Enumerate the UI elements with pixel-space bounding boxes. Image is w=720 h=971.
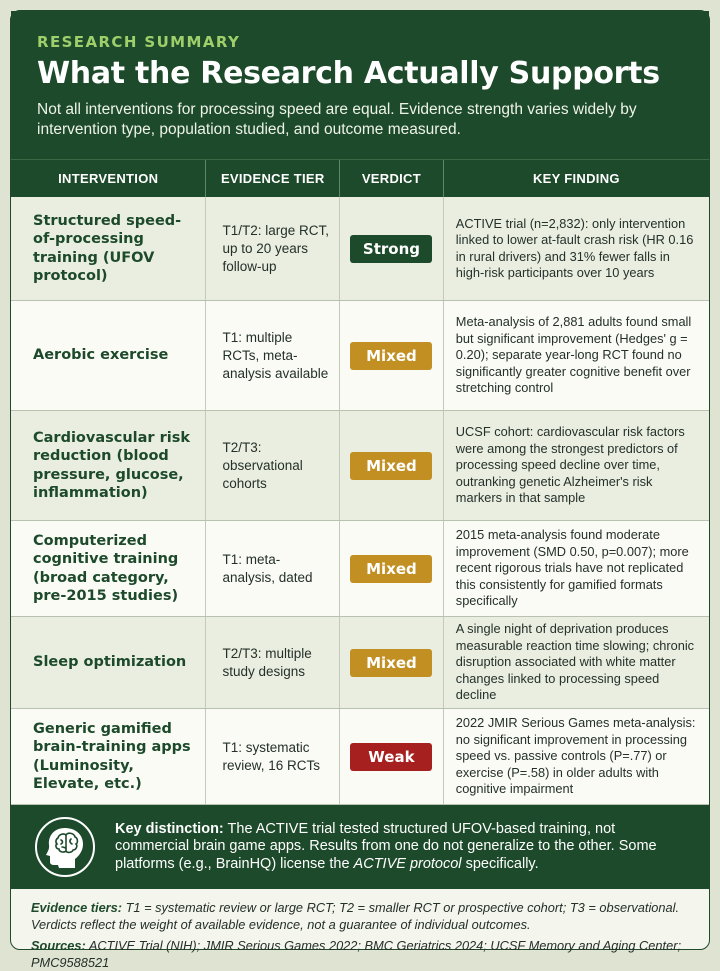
column-header-evidence-tier: EVIDENCE TIER [206, 160, 340, 197]
evidence-tiers-label: Evidence tiers: [31, 900, 123, 915]
key-finding: ACTIVE trial (n=2,832): only intervention linked to lower at-fault crash risk (HR 0.16 in rural drivers) and 31% fewer falls in high-risk participants over 10 years [455, 215, 694, 280]
key-finding: UCSF cohort: cardiovascular risk factors were among the strongest predictors of processing speed decline over time, outranking genetic Alzheimer's risk markers in that sample [455, 424, 685, 506]
callout-tail: specifically. [465, 855, 539, 872]
column-header-key-finding: KEY FINDING [532, 171, 620, 186]
callout-lead: Key distinction: [115, 820, 224, 837]
key-distinction-callout [11, 805, 709, 889]
evidence-tiers-note [31, 899, 689, 933]
intervention-name: Computerized cognitive training (broad category, pre-2015 studies) [11, 521, 206, 616]
evidence-tier: T1: systematic review, 16 RCTs [206, 709, 340, 804]
table-row [11, 411, 709, 521]
verdict-badge-mixed: Mixed [350, 452, 432, 480]
research-summary-card [10, 10, 710, 970]
key-finding: 2022 JMIR Serious Games meta-analysis: no significant improvement in processing speed vs. passive controls (P=.77) or exercise (P=.58) in older adults with cognitive impairment [455, 715, 696, 797]
verdict-cell [340, 521, 444, 616]
column-header-intervention: INTERVENTION [11, 160, 206, 197]
column-header-verdict: VERDICT [340, 160, 444, 197]
intervention-name: Sleep optimization [11, 617, 206, 708]
key-finding: A single night of deprivation produces measurable reaction time slowing; chronic disruption associated with white matter changes linked to processing speed decline [455, 621, 695, 703]
intervention-name: Aerobic exercise [11, 301, 206, 410]
evidence-tier: T2/T3: observational cohorts [206, 411, 340, 520]
key-finding: 2015 meta-analysis found moderate improvement (SMD 0.50, p=0.007); more recent rigorous trials have not replicated this consistently for gamified formats specifically [455, 527, 689, 609]
intervention-name: Cardiovascular risk reduction (blood pressure, glucose, inflammation) [11, 411, 206, 520]
table-header [11, 159, 709, 197]
evidence-tier: T2/T3: multiple study designs [206, 617, 340, 708]
sources-text: ACTIVE Trial (NIH); JMIR Serious Games 2022; BMC Geriatrics 2024; UCSF Memory and Aging Center; PMC9588521 [31, 938, 682, 970]
page-title: What the Research Actually Supports [37, 56, 660, 91]
verdict-cell [340, 197, 444, 300]
table-row [11, 617, 709, 709]
sources-label: Sources: [31, 938, 86, 953]
header [11, 11, 709, 159]
callout-body: The ACTIVE trial tested structured UFOV-based training, not commercial brain game apps. Results from one do not generalize to the other. Some platforms (e.g., BrainHQ) license the [115, 820, 657, 872]
callout-emphasis: ACTIVE protocol [353, 855, 462, 872]
verdict-badge-strong: Strong [350, 235, 432, 263]
brain-head-icon [35, 817, 95, 877]
evidence-tier: T1: meta-analysis, dated [206, 521, 340, 616]
sources-note [31, 937, 689, 971]
intervention-name: Generic gamified brain-training apps (Luminosity, Elevate, etc.) [11, 709, 206, 804]
evidence-tier: T1/T2: large RCT, up to 20 years follow-up [206, 197, 340, 300]
page-subtitle: Not all interventions for processing speed are equal. Evidence strength varies widely by intervention type, population studied, and outcome measured. [37, 101, 637, 138]
footer [11, 889, 709, 971]
table-row [11, 301, 709, 411]
verdict-cell [340, 411, 444, 520]
verdict-cell [340, 301, 444, 410]
evidence-tiers-text: T1 = systematic review or large RCT; T2 = smaller RCT or prospective cohort; T3 = observational. Verdicts reflect the weight of available evidence, not a guarantee of individual outcomes. [31, 900, 680, 932]
eyebrow-label: RESEARCH SUMMARY [37, 33, 241, 51]
key-finding: Meta-analysis of 2,881 adults found small but significant improvement (Hedges' g = 0.20); separate year-long RCT found no significantly greater cognitive benefit over stretching control [455, 314, 692, 396]
table-row [11, 709, 709, 805]
verdict-badge-mixed: Mixed [350, 342, 432, 370]
table-body [11, 197, 709, 805]
verdict-badge-mixed: Mixed [350, 649, 432, 677]
verdict-badge-mixed: Mixed [350, 555, 432, 583]
table-row [11, 197, 709, 301]
intervention-name: Structured speed-of-processing training (UFOV protocol) [11, 197, 206, 300]
verdict-badge-weak: Weak [350, 743, 432, 771]
table-row [11, 521, 709, 617]
verdict-cell [340, 617, 444, 708]
callout-text [115, 821, 691, 874]
verdict-cell [340, 709, 444, 804]
evidence-tier: T1: multiple RCTs, meta-analysis available [206, 301, 340, 410]
